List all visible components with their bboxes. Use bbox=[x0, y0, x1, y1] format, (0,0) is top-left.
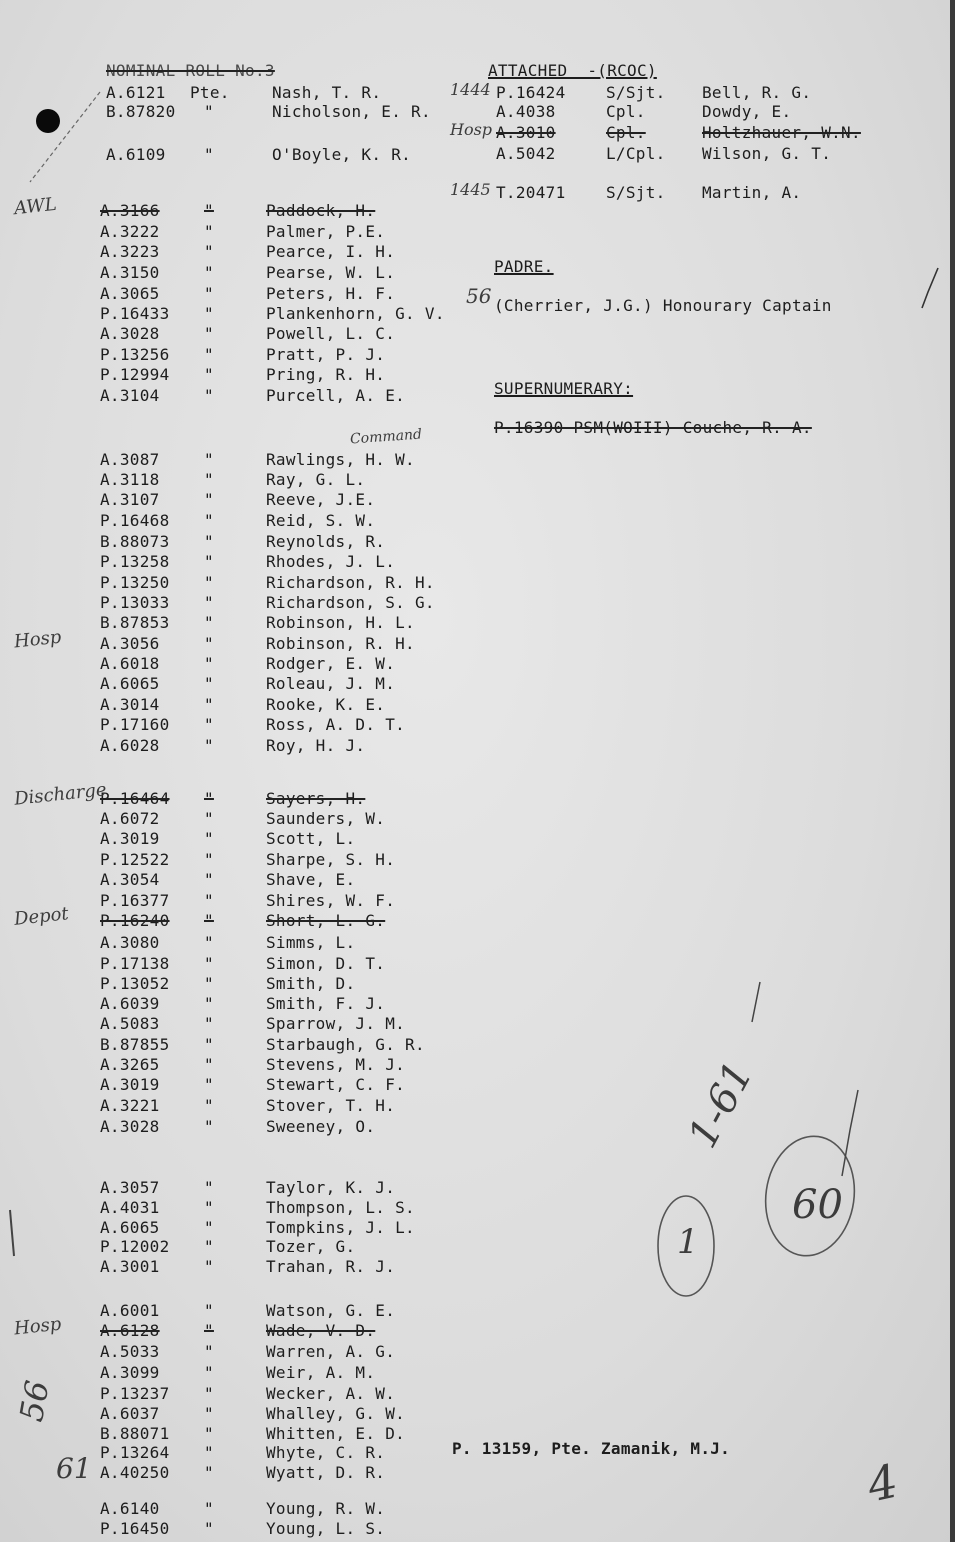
roll-service-number: B.88071 bbox=[100, 1424, 170, 1443]
roll-service-number: A.5083 bbox=[100, 1014, 160, 1033]
roll-service-number: A.3221 bbox=[100, 1096, 160, 1115]
roll-name: Ray, G. L. bbox=[266, 470, 366, 489]
roll-service-number: A.3001 bbox=[100, 1257, 160, 1276]
roll-service-number: A.5033 bbox=[100, 1342, 160, 1361]
roll-rank: " bbox=[204, 613, 214, 632]
roll-service-number: P.13033 bbox=[100, 593, 170, 612]
roll-rank: " bbox=[204, 994, 214, 1013]
roll-rank: " bbox=[204, 736, 214, 755]
roll-name: Sparrow, J. M. bbox=[266, 1014, 406, 1033]
padre-heading: PADRE. bbox=[494, 257, 554, 276]
roll-name: Taylor, K. J. bbox=[266, 1178, 396, 1197]
roll-service-number: P.12522 bbox=[100, 850, 170, 869]
roll-name: Weir, A. M. bbox=[266, 1363, 376, 1382]
roll-name: Young, L. S. bbox=[266, 1519, 386, 1538]
attached-rank: Cpl. bbox=[606, 102, 646, 121]
circled-count-left: 1 bbox=[677, 1222, 699, 1262]
roll-service-number: B.87853 bbox=[100, 613, 170, 632]
roll-name: Peters, H. F. bbox=[266, 284, 396, 303]
roll-name: Richardson, S. G. bbox=[266, 593, 435, 612]
roll-rank: " bbox=[204, 933, 214, 952]
roll-name: Purcell, A. E. bbox=[266, 386, 406, 405]
attached-rank: S/Sjt. bbox=[606, 183, 666, 202]
attached-name: Martin, A. bbox=[702, 183, 802, 202]
roll-service-number: P.12994 bbox=[100, 365, 170, 384]
roll-service-number: P.13256 bbox=[100, 345, 170, 364]
roll-name: Stover, T. H. bbox=[266, 1096, 396, 1115]
roll-rank: " bbox=[204, 1035, 214, 1054]
roll-rank: " bbox=[204, 263, 214, 282]
roll-rank: " bbox=[204, 1384, 214, 1403]
roll-rank: " bbox=[204, 809, 214, 828]
tick-right bbox=[842, 1090, 858, 1176]
roll-rank: " bbox=[204, 1424, 214, 1443]
roll-name: Shave, E. bbox=[266, 870, 356, 889]
attached-margin-note: 1444 bbox=[450, 80, 491, 99]
roll-service-number: P.17138 bbox=[100, 954, 170, 973]
roll-service-number: A.3265 bbox=[100, 1055, 160, 1074]
roll-name: Reid, S. W. bbox=[266, 511, 376, 530]
roll-service-number: A.3065 bbox=[100, 284, 160, 303]
roll-rank: " bbox=[204, 304, 214, 323]
roll-service-number: A.3222 bbox=[100, 222, 160, 241]
circled-count-right: 60 bbox=[792, 1182, 843, 1228]
roll-rank: " bbox=[204, 511, 214, 530]
roll-rank: " bbox=[204, 532, 214, 551]
roll-name: Reynolds, R. bbox=[266, 532, 386, 551]
roll-margin-note: Hosp bbox=[13, 1313, 63, 1340]
roll-service-number: A.3087 bbox=[100, 450, 160, 469]
roll-service-number: A.3019 bbox=[100, 829, 160, 848]
roll-rank: " bbox=[204, 386, 214, 405]
attached-name: Wilson, G. T. bbox=[702, 144, 832, 163]
roll-rank: " bbox=[204, 345, 214, 364]
roll-name: Sweeney, O. bbox=[266, 1117, 376, 1136]
roll-service-number: A.3099 bbox=[100, 1363, 160, 1382]
roll-service-number: P.13052 bbox=[100, 974, 170, 993]
roll-service-number: A.3014 bbox=[100, 695, 160, 714]
roll-name: Robinson, R. H. bbox=[266, 634, 415, 653]
roll-name: Richardson, R. H. bbox=[266, 573, 435, 592]
tick-upper bbox=[752, 982, 760, 1022]
page-title: NOMINAL ROLL No.3 bbox=[106, 61, 275, 80]
roll-rank: " bbox=[204, 573, 214, 592]
roll-rank: " bbox=[204, 1198, 214, 1217]
roll-service-number: A.3028 bbox=[100, 1117, 160, 1136]
roll-margin-note: Discharge bbox=[13, 779, 108, 810]
attached-service-number: P.16424 bbox=[496, 83, 566, 102]
roll-name: Nicholson, E. R. bbox=[272, 102, 431, 121]
roll-service-number: A.3056 bbox=[100, 634, 160, 653]
roll-name: Trahan, R. J. bbox=[266, 1257, 396, 1276]
attached-margin-note: 1445 bbox=[450, 180, 491, 199]
roll-name: Thompson, L. S. bbox=[266, 1198, 415, 1217]
attached-service-number: A.4038 bbox=[496, 102, 556, 121]
roll-service-number: A.3028 bbox=[100, 324, 160, 343]
roll-name: Reeve, J.E. bbox=[266, 490, 376, 509]
roll-name: Warren, A. G. bbox=[266, 1342, 396, 1361]
roll-name: Whitten, E. D. bbox=[266, 1424, 406, 1443]
attached-rank: S/Sjt. bbox=[606, 83, 666, 102]
roll-rank: " bbox=[204, 145, 214, 164]
roll-rank: " bbox=[204, 1178, 214, 1197]
roll-name: Nash, T. R. bbox=[272, 83, 382, 102]
roll-service-number: P.17160 bbox=[100, 715, 170, 734]
roll-rank: " bbox=[204, 552, 214, 571]
roll-name: Starbaugh, G. R. bbox=[266, 1035, 425, 1054]
roll-name: Wyatt, D. R. bbox=[266, 1463, 386, 1482]
roll-service-number: A.6121 bbox=[106, 83, 166, 102]
roll-rank: " bbox=[204, 284, 214, 303]
roll-rank: " bbox=[204, 102, 214, 121]
roll-service-number: B.87855 bbox=[100, 1035, 170, 1054]
roll-rank: " bbox=[204, 715, 214, 734]
roll-rank: " bbox=[204, 490, 214, 509]
attached-rank: L/Cpl. bbox=[606, 144, 666, 163]
roll-rank: " bbox=[204, 674, 214, 693]
supernumerary-entry: P.16390 PSM(WOIII) Couche, R. A. bbox=[494, 418, 812, 437]
roll-name: Pearce, I. H. bbox=[266, 242, 396, 261]
padre-note: 56 bbox=[466, 284, 492, 308]
roll-name: Wecker, A. W. bbox=[266, 1384, 396, 1403]
roll-service-number: A.6109 bbox=[106, 145, 166, 164]
roll-name: Saunders, W. bbox=[266, 809, 386, 828]
roll-service-number: P.12002 bbox=[100, 1237, 170, 1256]
roll-service-number: A.3166 bbox=[100, 201, 160, 220]
roll-name: Whyte, C. R. bbox=[266, 1443, 386, 1462]
roll-name: Watson, G. E. bbox=[266, 1301, 396, 1320]
roll-service-number: A.3150 bbox=[100, 263, 160, 282]
roll-rank: " bbox=[204, 850, 214, 869]
roll-name: Pratt, P. J. bbox=[266, 345, 386, 364]
supernumerary-heading: SUPERNUMERARY: bbox=[494, 379, 634, 398]
roll-service-number: A.3107 bbox=[100, 490, 160, 509]
roll-name: Wade, V. D. bbox=[266, 1321, 376, 1340]
roll-name: Rooke, K. E. bbox=[266, 695, 386, 714]
roll-name: Ross, A. D. T. bbox=[266, 715, 406, 734]
roll-rank: " bbox=[204, 1519, 214, 1538]
roll-name: Short, L. G. bbox=[266, 911, 386, 930]
roll-rank: " bbox=[204, 829, 214, 848]
roll-name: Stevens, M. J. bbox=[266, 1055, 406, 1074]
roll-rank: " bbox=[204, 1342, 214, 1361]
attached-name: Bell, R. G. bbox=[702, 83, 812, 102]
roll-rank: " bbox=[204, 242, 214, 261]
roll-name: Sayers, H. bbox=[266, 789, 366, 808]
roll-rank: " bbox=[204, 365, 214, 384]
roll-service-number: A.3080 bbox=[100, 933, 160, 952]
footer-entry: P. 13159, Pte. Zamanik, M.J. bbox=[452, 1439, 731, 1458]
roll-service-number: A.6140 bbox=[100, 1499, 160, 1518]
roll-margin-note: Command bbox=[349, 426, 423, 448]
roll-rank: " bbox=[204, 450, 214, 469]
roll-service-number: P.16450 bbox=[100, 1519, 170, 1538]
roll-name: Scott, L. bbox=[266, 829, 356, 848]
roll-name: Paddock, H. bbox=[266, 201, 376, 220]
roll-service-number: P.13258 bbox=[100, 552, 170, 571]
roll-service-number: P.16433 bbox=[100, 304, 170, 323]
roll-name: Sharpe, S. H. bbox=[266, 850, 396, 869]
attached-service-number: A.3010 bbox=[496, 123, 556, 142]
roll-service-number: A.4031 bbox=[100, 1198, 160, 1217]
roll-rank: " bbox=[204, 789, 214, 808]
roll-rank: " bbox=[204, 954, 214, 973]
attached-name: Dowdy, E. bbox=[702, 102, 792, 121]
roll-service-number: P.16377 bbox=[100, 891, 170, 910]
roll-rank: " bbox=[204, 1301, 214, 1320]
bottom-mark: 61 bbox=[56, 1452, 92, 1485]
side-mark: 56 bbox=[12, 1377, 57, 1425]
roll-service-number: A.3223 bbox=[100, 242, 160, 261]
roll-rank: " bbox=[204, 1218, 214, 1237]
roll-service-number: P.16468 bbox=[100, 511, 170, 530]
roll-service-number: A.6128 bbox=[100, 1321, 160, 1340]
roll-name: Palmer, P.E. bbox=[266, 222, 386, 241]
roll-rank: " bbox=[204, 1014, 214, 1033]
attached-service-number: A.5042 bbox=[496, 144, 556, 163]
roll-rank: " bbox=[204, 654, 214, 673]
roll-name: Simms, L. bbox=[266, 933, 356, 952]
roll-service-number: B.87820 bbox=[106, 102, 176, 121]
roll-rank: " bbox=[204, 324, 214, 343]
circle-left bbox=[658, 1196, 714, 1296]
roll-service-number: A.6018 bbox=[100, 654, 160, 673]
roll-rank: " bbox=[204, 1499, 214, 1518]
attached-service-number: T.20471 bbox=[496, 183, 566, 202]
roll-service-number: A.6065 bbox=[100, 1218, 160, 1237]
roll-margin-note: Hosp bbox=[13, 626, 63, 653]
roll-name: Roleau, J. M. bbox=[266, 674, 396, 693]
roll-service-number: A.3057 bbox=[100, 1178, 160, 1197]
roll-rank: " bbox=[204, 695, 214, 714]
roll-rank: Pte. bbox=[190, 83, 230, 102]
roll-service-number: P.13264 bbox=[100, 1443, 170, 1462]
roll-rank: " bbox=[204, 470, 214, 489]
roll-rank: " bbox=[204, 1363, 214, 1382]
roll-service-number: P.13237 bbox=[100, 1384, 170, 1403]
roll-rank: " bbox=[204, 1321, 214, 1340]
roll-service-number: A.6001 bbox=[100, 1301, 160, 1320]
attached-rank: Cpl. bbox=[606, 123, 646, 142]
roll-name: O'Boyle, K. R. bbox=[272, 145, 412, 164]
roll-service-number: A.3019 bbox=[100, 1075, 160, 1094]
attached-name: Holtzhauer, W.N. bbox=[702, 123, 861, 142]
roll-service-number: A.3054 bbox=[100, 870, 160, 889]
roll-rank: " bbox=[204, 1055, 214, 1074]
roll-rank: " bbox=[204, 870, 214, 889]
roll-service-number: P.13250 bbox=[100, 573, 170, 592]
margin-tick bbox=[10, 1210, 14, 1256]
roll-rank: " bbox=[204, 1075, 214, 1094]
roll-name: Tozer, G. bbox=[266, 1237, 356, 1256]
roll-rank: " bbox=[204, 891, 214, 910]
roll-name: Young, R. W. bbox=[266, 1499, 386, 1518]
roll-name: Rodger, E. W. bbox=[266, 654, 396, 673]
roll-service-number: P.16240 bbox=[100, 911, 170, 930]
attached-margin-note: Hosp bbox=[450, 120, 493, 139]
roll-name: Shires, W. F. bbox=[266, 891, 396, 910]
roll-name: Simon, D. T. bbox=[266, 954, 386, 973]
roll-name: Roy, H. J. bbox=[266, 736, 366, 755]
roll-service-number: P.16464 bbox=[100, 789, 170, 808]
roll-service-number: A.6037 bbox=[100, 1404, 160, 1423]
roll-rank: " bbox=[204, 201, 214, 220]
roll-name: Plankenhorn, G. V. bbox=[266, 304, 445, 323]
roll-service-number: A.40250 bbox=[100, 1463, 170, 1482]
roll-name: Pearse, W. L. bbox=[266, 263, 396, 282]
roll-service-number: A.6065 bbox=[100, 674, 160, 693]
roll-name: Tompkins, J. L. bbox=[266, 1218, 415, 1237]
roll-margin-note: AWL bbox=[13, 193, 58, 220]
padre-checkmark bbox=[922, 268, 938, 308]
roll-name: Robinson, H. L. bbox=[266, 613, 415, 632]
roll-rank: " bbox=[204, 222, 214, 241]
roll-rank: " bbox=[204, 974, 214, 993]
roll-name: Rhodes, J. L. bbox=[266, 552, 396, 571]
roll-name: Whalley, G. W. bbox=[266, 1404, 406, 1423]
roll-service-number: A.6028 bbox=[100, 736, 160, 755]
roll-name: Stewart, C. F. bbox=[266, 1075, 406, 1094]
roll-rank: " bbox=[204, 1096, 214, 1115]
roll-rank: " bbox=[204, 911, 214, 930]
roll-rank: " bbox=[204, 634, 214, 653]
roll-rank: " bbox=[204, 1443, 214, 1462]
roll-rank: " bbox=[204, 1404, 214, 1423]
roll-rank: " bbox=[204, 1257, 214, 1276]
roll-service-number: B.88073 bbox=[100, 532, 170, 551]
roll-service-number: A.6072 bbox=[100, 809, 160, 828]
roll-service-number: A.6039 bbox=[100, 994, 160, 1013]
roll-rank: " bbox=[204, 1463, 214, 1482]
roll-service-number: A.3104 bbox=[100, 386, 160, 405]
roll-name: Smith, F. J. bbox=[266, 994, 386, 1013]
margin-slash bbox=[30, 92, 100, 182]
page-number-mark: 4 bbox=[862, 1453, 903, 1513]
tally-annotation: 1-61 bbox=[679, 1054, 763, 1156]
roll-rank: " bbox=[204, 593, 214, 612]
roll-service-number: A.3118 bbox=[100, 470, 160, 489]
roll-name: Pring, R. H. bbox=[266, 365, 386, 384]
attached-heading: ATTACHED -(RCOC) bbox=[488, 61, 657, 80]
roll-margin-note: Depot bbox=[13, 903, 70, 930]
roll-name: Rawlings, H. W. bbox=[266, 450, 415, 469]
roll-rank: " bbox=[204, 1237, 214, 1256]
roll-name: Powell, L. C. bbox=[266, 324, 396, 343]
padre-entry: (Cherrier, J.G.) Honourary Captain bbox=[494, 296, 832, 315]
roll-name: Smith, D. bbox=[266, 974, 356, 993]
roll-rank: " bbox=[204, 1117, 214, 1136]
